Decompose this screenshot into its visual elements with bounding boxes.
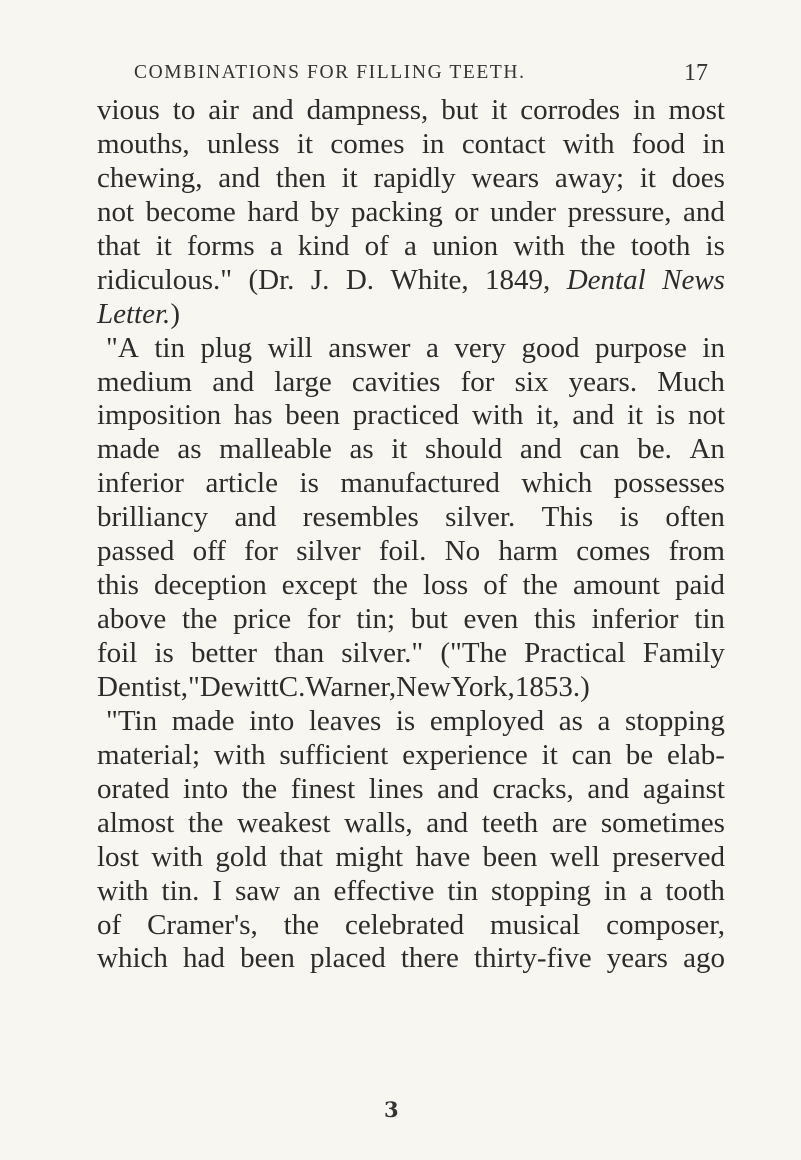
text-word: even	[463, 603, 519, 636]
text-line	[97, 569, 725, 603]
text-word: tooth	[665, 874, 725, 907]
text-word: ("The	[440, 637, 507, 669]
text-word: tin;	[356, 603, 396, 636]
text-word: it	[391, 433, 408, 466]
text-word: Dental	[566, 263, 646, 296]
text-line	[97, 739, 725, 773]
text-word: the	[580, 229, 616, 262]
text-word: but	[410, 603, 448, 636]
text-word: become	[145, 195, 236, 228]
text-word: for	[460, 365, 495, 398]
text-word: almost	[97, 806, 175, 839]
text-word: silver.	[445, 501, 516, 534]
text-word: away;	[554, 161, 625, 194]
text-word: paid	[675, 569, 725, 602]
text-word: it	[541, 738, 558, 771]
text-word: )	[170, 297, 180, 330]
text-word: years.	[568, 365, 638, 398]
text-word: saw	[235, 874, 281, 907]
text-word: is	[299, 467, 319, 500]
signature-mark: 3	[384, 1097, 399, 1122]
text-word: might	[335, 840, 404, 873]
text-word: with	[213, 738, 266, 771]
text-word: in	[603, 874, 627, 907]
text-word: been	[285, 399, 341, 432]
text-line	[97, 603, 725, 637]
text-word: with	[471, 399, 524, 432]
text-word: imposition	[97, 399, 222, 432]
text-word: a	[404, 229, 417, 262]
text-word: kind	[297, 229, 350, 262]
text-word: is	[655, 399, 676, 432]
text-word: wears	[471, 161, 540, 194]
text-line	[97, 162, 725, 196]
text-word: lines	[368, 772, 424, 805]
text-word: for	[244, 535, 278, 568]
text-word: malleable	[219, 433, 332, 466]
text-word: Practical	[524, 637, 626, 669]
text-word: six	[514, 365, 549, 398]
text-line	[97, 671, 725, 705]
text-word: resembles	[302, 501, 419, 534]
text-word: ridiculous."	[97, 263, 233, 296]
text-word: experience	[402, 738, 528, 771]
text-word: and	[234, 501, 277, 534]
text-word: stopping	[625, 704, 725, 737]
text-word: inferior	[97, 467, 184, 500]
text-word: No	[444, 535, 481, 568]
text-word: good	[521, 331, 580, 364]
text-word: Letter.	[97, 297, 171, 330]
text-line	[97, 196, 725, 230]
text-word: the	[372, 569, 408, 602]
text-word: had	[183, 942, 225, 975]
text-word: forms	[187, 229, 255, 262]
text-word: mouths,	[97, 127, 190, 160]
text-word: in	[702, 127, 725, 160]
text-word: amount	[572, 569, 660, 602]
text-line	[97, 875, 725, 909]
text-word: (Dr.	[248, 263, 295, 296]
text-word: which	[97, 942, 168, 975]
text-word: brilliancy	[97, 501, 209, 534]
text-word: as	[558, 704, 583, 737]
text-word: Dewitt	[199, 670, 279, 703]
text-word: and	[683, 195, 725, 228]
text-line	[97, 433, 725, 467]
text-word: rapidly	[373, 161, 456, 194]
text-line	[97, 807, 725, 841]
text-line	[97, 94, 725, 128]
text-word: comes	[330, 127, 405, 160]
text-word: thirty-five	[474, 942, 592, 975]
text-word: tin	[447, 874, 479, 907]
body-text	[97, 94, 725, 976]
text-word: well	[549, 840, 600, 873]
text-word: air	[208, 94, 239, 126]
text-word: with	[151, 840, 203, 873]
text-word: the	[181, 603, 218, 636]
text-word: sufficient	[279, 738, 389, 771]
text-word: J.	[310, 263, 330, 296]
text-word: been	[482, 840, 538, 873]
text-word: Much	[657, 365, 725, 398]
text-word: tin.	[161, 874, 200, 907]
text-word: into	[183, 772, 229, 805]
text-word: as	[177, 433, 202, 466]
text-word: is	[619, 501, 639, 534]
text-word: finest	[290, 772, 356, 805]
text-line	[97, 128, 725, 162]
text-word: teeth	[481, 806, 539, 839]
text-word: and	[437, 772, 479, 805]
text-word: a	[269, 229, 283, 262]
text-word: weakest	[237, 806, 331, 839]
running-title: COMBINATIONS FOR FILLING TEETH.	[134, 62, 526, 83]
text-word: Dentist,"	[97, 670, 200, 703]
text-word: from	[668, 535, 725, 568]
text-word: orated	[97, 772, 170, 805]
text-word: possesses	[613, 467, 725, 500]
text-word: tin	[694, 603, 725, 636]
text-word: that	[279, 840, 323, 873]
text-word: this	[97, 569, 139, 602]
text-word: material;	[97, 738, 201, 771]
text-word: than	[274, 637, 325, 669]
text-word: C.	[278, 670, 306, 703]
text-word: in	[702, 331, 725, 364]
text-word: often	[665, 501, 725, 534]
text-word: better	[190, 637, 257, 669]
text-word: stopping	[491, 874, 591, 907]
text-word: pressure,	[567, 195, 672, 228]
text-word: there	[400, 942, 459, 975]
text-word: medium	[97, 365, 193, 398]
text-word: off	[192, 535, 226, 568]
text-word: D.	[345, 263, 375, 296]
running-head	[96, 62, 736, 92]
text-word: the	[241, 772, 278, 805]
text-word: York,	[450, 670, 515, 703]
text-word: article	[205, 467, 278, 500]
text-word: this	[534, 603, 576, 636]
text-line	[97, 366, 725, 400]
text-line	[97, 501, 725, 535]
text-word: cavities	[351, 365, 441, 398]
text-word: elab-	[666, 738, 725, 771]
text-word: a	[639, 874, 653, 907]
text-word: White,	[390, 263, 469, 296]
text-word: it	[626, 399, 644, 432]
text-word: very	[454, 331, 506, 364]
text-word: in	[421, 127, 445, 160]
text-word: can	[579, 433, 620, 466]
text-line	[97, 942, 725, 976]
text-word: New	[396, 670, 451, 703]
text-word: Family	[642, 637, 725, 669]
text-word: above	[97, 603, 167, 636]
text-word: with	[562, 127, 615, 160]
text-word: tin	[154, 331, 185, 364]
text-word: deception	[153, 569, 267, 602]
text-word: a	[425, 331, 439, 364]
text-word: with	[97, 874, 149, 907]
text-word: effective	[333, 874, 435, 907]
text-word: then	[275, 161, 326, 194]
text-word: comes	[576, 535, 651, 568]
text-word: foil	[97, 637, 138, 669]
text-word: years	[606, 942, 668, 975]
text-line	[97, 332, 725, 366]
text-word: is	[154, 637, 174, 669]
text-word: and	[519, 433, 562, 466]
text-word: employed	[429, 704, 545, 737]
text-word: purpose	[595, 331, 687, 364]
text-word: silver."	[341, 637, 424, 669]
text-word: and	[212, 365, 255, 398]
text-word: answer	[328, 331, 411, 364]
text-word: harm	[498, 535, 558, 568]
text-word: have	[415, 840, 471, 873]
text-word: be	[625, 738, 654, 771]
text-word: it,	[536, 399, 560, 432]
text-word: should	[424, 433, 503, 466]
text-word: most	[668, 94, 725, 126]
text-word: union	[432, 229, 499, 262]
text-word: manufactured	[340, 467, 500, 500]
text-word: preserved	[612, 840, 725, 873]
text-word: Warner,	[305, 670, 397, 703]
text-word: it	[341, 161, 358, 194]
text-word: News	[662, 263, 725, 296]
text-word: has	[233, 399, 273, 432]
text-word: musical	[490, 908, 581, 941]
text-word: will	[267, 331, 313, 364]
text-line	[97, 637, 725, 671]
text-word: the	[522, 569, 558, 602]
text-word: made	[97, 433, 160, 466]
text-word: is	[705, 229, 725, 262]
text-word: it	[639, 161, 656, 194]
text-word: food	[631, 127, 686, 160]
text-word: Cramer's,	[147, 908, 258, 941]
text-line	[97, 773, 725, 807]
text-word: the	[283, 908, 320, 941]
text-word: tooth	[630, 229, 691, 262]
text-line	[97, 535, 725, 569]
text-word: price	[233, 603, 292, 636]
text-word: of	[364, 229, 389, 262]
text-word: foil.	[378, 535, 427, 568]
text-word: hard	[247, 195, 299, 228]
text-word: unless	[207, 127, 280, 160]
text-word: leaves	[308, 704, 382, 737]
text-word: or	[454, 195, 479, 228]
text-word: does	[671, 161, 725, 194]
text-word: dampness,	[306, 94, 429, 126]
text-word: loss	[423, 569, 469, 602]
text-word: and	[251, 94, 294, 126]
text-line	[97, 298, 725, 332]
text-word: not	[97, 195, 135, 228]
text-word: and	[218, 161, 261, 194]
text-word: an	[293, 874, 321, 907]
text-word: inferior	[591, 603, 679, 636]
text-word: except	[281, 569, 358, 602]
text-line	[97, 399, 725, 433]
text-word: it	[155, 229, 172, 262]
text-word: gold	[215, 840, 267, 873]
text-line	[97, 705, 725, 739]
text-word: practiced	[352, 399, 460, 432]
text-word: walls,	[344, 806, 413, 839]
text-word: of	[483, 569, 508, 602]
text-word: cracks,	[492, 772, 574, 805]
text-word: and	[587, 772, 630, 805]
text-word: for	[306, 603, 341, 636]
text-word: a	[597, 704, 611, 737]
text-word: 1853.)	[514, 670, 590, 703]
text-word: "Tin	[106, 704, 158, 737]
text-word: into	[249, 704, 295, 737]
text-word: in	[633, 94, 656, 126]
text-word: made	[171, 704, 235, 737]
text-word: placed	[310, 942, 386, 975]
text-word: not	[687, 399, 725, 432]
text-word: can	[571, 738, 612, 771]
text-line	[97, 264, 725, 298]
text-word: and	[426, 806, 469, 839]
text-word: lost	[97, 840, 139, 873]
text-word: under	[490, 195, 557, 228]
text-word: be.	[637, 433, 672, 466]
text-word: 1849,	[485, 263, 551, 296]
text-word: are	[551, 806, 588, 839]
text-word: packing	[350, 195, 443, 228]
text-word: but	[441, 94, 479, 126]
text-line	[97, 841, 725, 875]
text-word: ago	[683, 942, 725, 975]
text-word: against	[642, 772, 725, 805]
text-word: with	[513, 229, 565, 262]
text-word: celebrated	[345, 908, 465, 941]
text-word: corrodes	[520, 94, 621, 126]
text-word: sometimes	[600, 806, 725, 839]
text-word: by	[310, 195, 340, 228]
page-number: 17	[684, 60, 708, 86]
text-word: composer,	[606, 908, 725, 941]
text-word: of	[97, 908, 122, 941]
text-word: silver	[296, 535, 361, 568]
text-word: that	[97, 229, 141, 262]
text-word: vious	[97, 94, 160, 126]
text-line	[97, 467, 725, 501]
text-word: I	[212, 874, 223, 907]
text-word: as	[349, 433, 374, 466]
text-word: large	[274, 365, 332, 398]
text-word: passed	[97, 535, 175, 568]
text-word: to	[172, 94, 196, 126]
text-word: which	[521, 467, 593, 500]
text-word: is	[395, 704, 416, 737]
text-word: and	[572, 399, 615, 432]
text-word: plug	[200, 331, 253, 364]
text-word: "A	[106, 331, 139, 364]
text-word: been	[240, 942, 295, 975]
text-line	[97, 909, 725, 943]
text-word: it	[491, 94, 508, 126]
text-word: it	[296, 127, 314, 160]
text-word: the	[188, 806, 224, 839]
text-line	[97, 230, 725, 264]
text-word: This	[541, 501, 594, 534]
text-word: contact	[461, 127, 546, 160]
text-word: chewing,	[97, 161, 203, 194]
text-word: An	[689, 433, 725, 466]
